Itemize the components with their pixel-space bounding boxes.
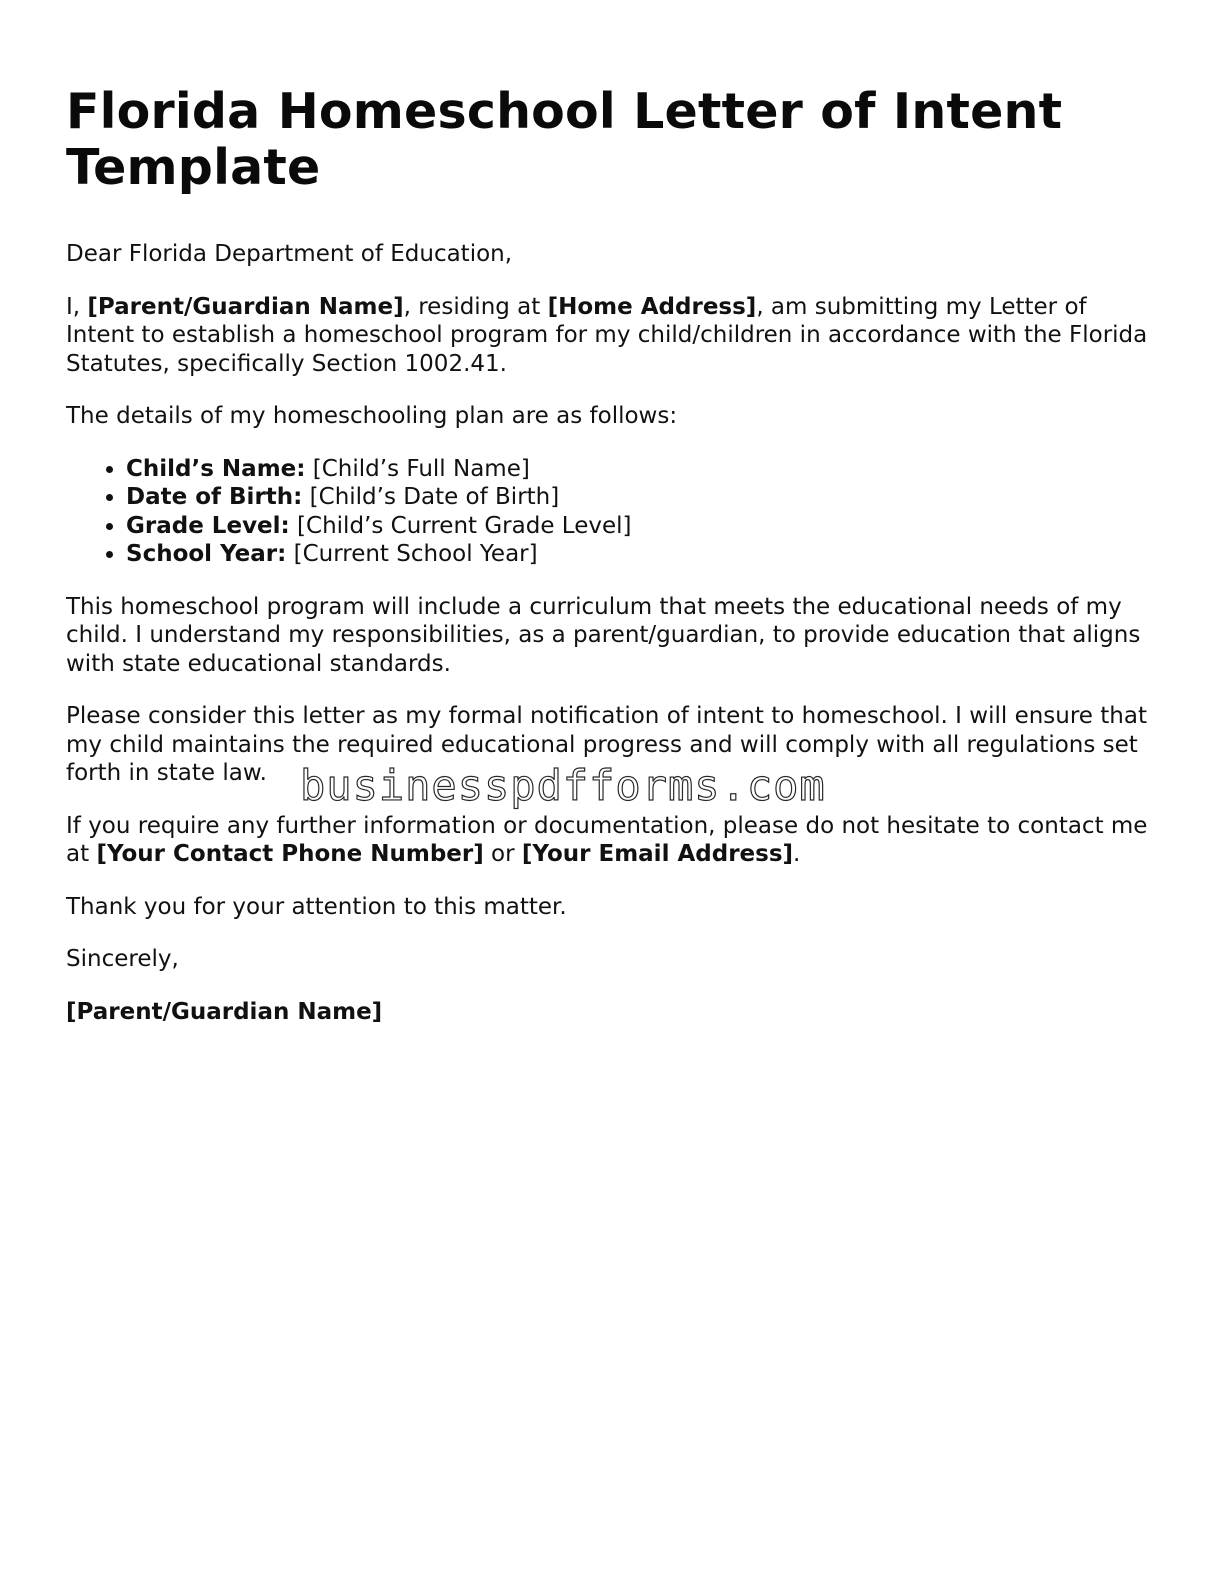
curriculum-paragraph: This homeschool program will include a curriculum that meets the educational needs of my child. I understand my responsibilities, as a parent/guardian, to provide education that aligns with state educational standards. (66, 593, 1141, 677)
intro-text-3: , am submitting my Letter of Intent to establish a homeschool program for my child/children in accordance with the Florida Statutes, specifically Section 1002.41. (66, 293, 1148, 377)
phone-placeholder: [Your Contact Phone Number] (96, 841, 484, 867)
parent-name-placeholder: [Parent/Guardian Name] (87, 293, 404, 320)
detail-value: [Child’s Current Grade Level] (289, 512, 632, 539)
contact-text-3: . (793, 841, 801, 867)
details-list (66, 455, 1156, 569)
closing-line: Sincerely, (66, 946, 179, 972)
watermark: businesspdfforms.com (300, 761, 826, 810)
page-title: Florida Homeschool Letter of Intent Template (66, 83, 1063, 196)
signature-name: [Parent/Guardian Name] (66, 998, 383, 1025)
detail-value: [Child’s Date of Birth] (302, 484, 560, 510)
email-placeholder: [Your Email Address] (521, 841, 794, 867)
detail-value: [Current School Year] (286, 541, 538, 567)
detail-label: School Year: (126, 541, 287, 567)
details-intro: The details of my homeschooling plan are as follows: (66, 403, 678, 429)
contact-text-2: or (483, 841, 522, 867)
signature-placeholder (66, 998, 1156, 1027)
letter-page (66, 84, 1156, 1050)
list-item (126, 483, 1156, 512)
home-address-placeholder: [Home Address] (547, 293, 757, 320)
detail-label: Date of Birth: (126, 484, 303, 510)
thanks-line: Thank you for your attention to this matter. (66, 893, 567, 920)
salutation: Dear Florida Department of Education, (66, 241, 513, 267)
detail-label: Child’s Name: (126, 455, 306, 482)
list-item (126, 455, 1156, 484)
list-item (126, 512, 1156, 541)
contact-paragraph (66, 812, 1156, 869)
intro-text-2: , residing at (403, 293, 548, 320)
intro-paragraph (66, 293, 1156, 379)
contact-text-1: If you require any further information or documentation, please do not hesitate to contact me at (66, 812, 1148, 867)
detail-value: [Child’s Full Name] (305, 455, 530, 482)
notification-paragraph: Please consider this letter as my formal notification of intent to homeschool. I will ensure that my child maintains the required educational progress and will comply with all regulations set forth in state law. (66, 703, 1147, 786)
intro-text-1: I, (66, 293, 88, 320)
detail-label: Grade Level: (126, 512, 290, 539)
list-item (126, 540, 1156, 569)
